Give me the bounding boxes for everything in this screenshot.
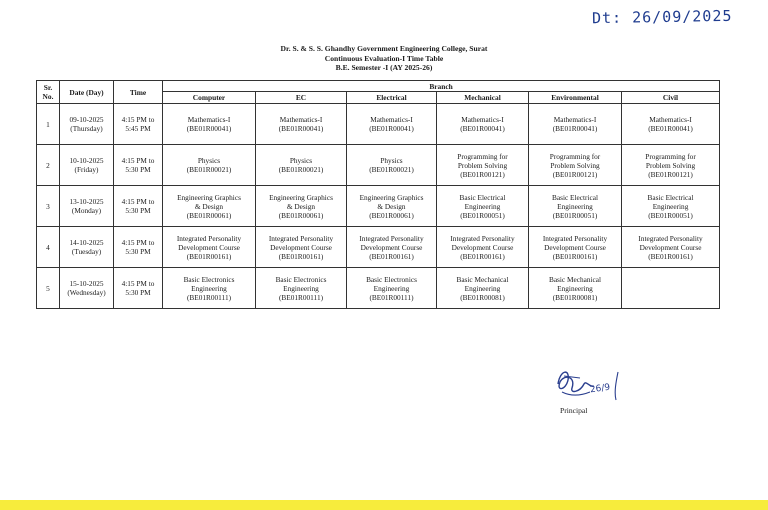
- header-branch: Branch: [163, 81, 720, 92]
- cell-line: Development Course: [360, 242, 423, 252]
- subject-cell: [256, 104, 347, 145]
- cell-line: (BE01R00121): [552, 169, 598, 179]
- cell-line: (BE01R00061): [369, 210, 414, 220]
- cell-line: Physics: [289, 156, 313, 165]
- cell-line: Engineering Graphics: [177, 192, 241, 202]
- cell-line: Physics: [197, 156, 221, 165]
- subject-cell: [437, 186, 529, 227]
- cell-line: Engineering: [557, 201, 593, 211]
- subject-cell: [256, 186, 347, 227]
- date-cell: [60, 268, 114, 309]
- cell-line: Development Course: [544, 242, 606, 252]
- cell-line: Engineering: [373, 283, 410, 293]
- subject-cell: [529, 227, 622, 268]
- header-branch-ec: EC: [256, 92, 347, 104]
- cell-line: (BE01R00061): [278, 210, 324, 220]
- cell-line: (BE01R00051): [460, 210, 505, 220]
- subject-cell: [256, 145, 347, 186]
- cell-line: Basic Electronics: [275, 274, 327, 284]
- bottom-bar: [0, 500, 768, 510]
- cell-line: 1: [46, 119, 50, 129]
- subject-cell: [163, 186, 256, 227]
- cell-line: 5:30 PM: [125, 288, 151, 297]
- table-row: [37, 186, 720, 227]
- cell-line: Problem Solving: [457, 160, 508, 170]
- cell-line: 5:30 PM: [125, 247, 151, 256]
- college-name: Dr. S. & S. S. Ghandhy Government Engineering College, Surat: [280, 44, 488, 53]
- cell-line: (BE01R00041): [369, 124, 414, 133]
- cell-line: 2: [46, 160, 50, 170]
- cell-line: Engineering Graphics: [269, 192, 333, 202]
- cell-line: Programming for: [645, 151, 696, 161]
- subject-cell: [347, 268, 437, 309]
- cell-line: Development Course: [639, 242, 702, 252]
- date-cell: [60, 104, 114, 145]
- sr-no-cell: [37, 104, 60, 145]
- cell-line: 5:45 PM: [125, 124, 151, 133]
- cell-line: Mathematics-I: [187, 115, 231, 124]
- subject-cell: [437, 227, 529, 268]
- subject-cell: [529, 104, 622, 145]
- cell-line: 4:15 PM to: [121, 156, 155, 165]
- cell-line: 4:15 PM to: [121, 279, 155, 288]
- cell-line: 4:15 PM to: [121, 115, 155, 124]
- header-branch-electrical: Electrical: [347, 92, 437, 104]
- header-branch-mechanical: Mechanical: [437, 92, 529, 104]
- cell-line: 5: [46, 283, 50, 293]
- subject-cell: [256, 227, 347, 268]
- exam-title: Continuous Evaluation-I Time Table: [324, 53, 444, 63]
- cell-line: (BE01R00111): [186, 292, 232, 302]
- table-row: [37, 145, 720, 186]
- cell-line: 10-10-2025: [69, 156, 104, 165]
- cell-line: Development Course: [270, 242, 332, 252]
- cell-line: & Design: [377, 201, 406, 211]
- cell-line: Integrated Personality: [450, 233, 515, 243]
- header-branch-civil: Civil: [622, 92, 720, 104]
- subject-cell: [347, 186, 437, 227]
- cell-line: & Design: [286, 201, 316, 211]
- cell-line: 5:30 PM: [125, 165, 151, 174]
- cell-line: (BE01R00161): [369, 251, 414, 261]
- cell-line: (Friday): [74, 165, 99, 174]
- sr-no-cell: [37, 145, 60, 186]
- subject-cell: [347, 227, 437, 268]
- cell-line: Physics: [380, 156, 403, 165]
- cell-line: (Tuesday): [71, 247, 102, 256]
- time-cell: [114, 104, 163, 145]
- cell-line: 5:30 PM: [125, 206, 151, 215]
- cell-line: (Thursday): [70, 124, 103, 133]
- subject-cell: [163, 145, 256, 186]
- cell-line: Basic Mechanical: [548, 274, 602, 284]
- cell-line: (BE01R00161): [278, 251, 324, 261]
- cell-line: 3: [46, 201, 50, 211]
- cell-line: Mathematics-I: [649, 115, 692, 124]
- subject-cell: [529, 268, 622, 309]
- cell-line: (Wednesday): [67, 288, 106, 297]
- cell-line: 4:15 PM to: [121, 197, 155, 206]
- subject-cell: [437, 268, 529, 309]
- cell-line: (BE01R00051): [552, 210, 598, 220]
- cell-line: Engineering: [652, 201, 689, 211]
- cell-line: Problem Solving: [645, 160, 696, 170]
- header-sr-no: Sr. No.: [37, 81, 60, 104]
- header-branch-environmental: Environmental: [529, 92, 622, 104]
- cell-line: Basic Electrical: [552, 192, 598, 202]
- cell-line: (BE01R00161): [648, 251, 693, 261]
- subject-cell: [622, 186, 720, 227]
- cell-line: Problem Solving: [550, 160, 600, 170]
- table-row: [37, 104, 720, 145]
- cell-line: 15-10-2025: [69, 279, 104, 288]
- cell-line: (BE01R00121): [460, 169, 505, 179]
- cell-line: 4:15 PM to: [121, 238, 155, 247]
- cell-line: (BE01R00081): [552, 292, 598, 302]
- time-cell: [114, 268, 163, 309]
- date-cell: [60, 227, 114, 268]
- subject-cell: [347, 145, 437, 186]
- principal-label: Principal: [560, 406, 588, 415]
- subject-cell: [347, 104, 437, 145]
- subject-cell: [163, 104, 256, 145]
- cell-line: (Monday): [71, 206, 102, 215]
- cell-line: (BE01R00041): [552, 124, 598, 133]
- subject-cell: [437, 145, 529, 186]
- cell-line: Development Course: [178, 242, 240, 252]
- cell-line: Engineering Graphics: [359, 192, 424, 202]
- cell-line: Integrated Personality: [268, 233, 334, 243]
- cell-line: Mathematics-I: [461, 115, 504, 124]
- timetable-body: [37, 104, 720, 309]
- subject-cell: [529, 186, 622, 227]
- cell-line: Basic Electronics: [183, 274, 235, 284]
- cell-line: (BE01R00161): [186, 251, 232, 261]
- cell-line: (BE01R00161): [552, 251, 598, 261]
- semester-line: B.E. Semester -I (AY 2025-26): [335, 63, 433, 72]
- cell-line: (BE01R00121): [648, 169, 693, 179]
- cell-line: 09-10-2025: [69, 115, 104, 124]
- cell-line: Programming for: [457, 151, 508, 161]
- sr-no-cell: [37, 186, 60, 227]
- cell-line: (BE01R00061): [186, 210, 232, 220]
- principal-signature: [550, 362, 640, 404]
- time-cell: [114, 186, 163, 227]
- header-time: Time: [114, 81, 163, 104]
- cell-line: (BE01R00041): [460, 124, 505, 133]
- subject-cell: [163, 268, 256, 309]
- cell-line: (BE01R00051): [648, 210, 693, 220]
- cell-line: Mathematics-I: [553, 115, 597, 124]
- table-row: [37, 227, 720, 268]
- table-row: [37, 268, 720, 309]
- subject-cell: [622, 268, 720, 309]
- cell-line: (BE01R00021): [186, 165, 232, 174]
- cell-line: Mathematics-I: [370, 115, 413, 124]
- cell-line: Integrated Personality: [638, 233, 703, 243]
- cell-line: Integrated Personality: [542, 233, 608, 243]
- document-header: [0, 44, 768, 73]
- handwritten-date: Dt: 26/09/2025: [591, 6, 733, 28]
- subject-cell: [622, 104, 720, 145]
- sr-no-cell: [37, 268, 60, 309]
- cell-line: Engineering: [557, 283, 593, 293]
- cell-line: Basic Electronics: [366, 274, 417, 284]
- subject-cell: [256, 268, 347, 309]
- timetable: [36, 80, 720, 309]
- cell-line: (BE01R00021): [278, 165, 324, 174]
- cell-line: (BE01R00041): [278, 124, 324, 133]
- cell-line: (BE01R00081): [460, 292, 505, 302]
- subject-cell: [163, 227, 256, 268]
- cell-line: Basic Mechanical: [456, 274, 509, 284]
- cell-line: Integrated Personality: [176, 233, 242, 243]
- cell-line: Basic Electrical: [459, 192, 506, 202]
- cell-line: (BE01R00021): [369, 165, 414, 174]
- cell-line: Engineering: [283, 283, 319, 293]
- cell-line: Mathematics-I: [279, 115, 323, 124]
- time-cell: [114, 227, 163, 268]
- date-cell: [60, 186, 114, 227]
- header-branch-computer: Computer: [163, 92, 256, 104]
- cell-line: (BE01R00161): [460, 251, 505, 261]
- cell-line: (BE01R00111): [369, 292, 414, 302]
- cell-line: Integrated Personality: [359, 233, 424, 243]
- cell-line: (BE01R00111): [278, 292, 324, 302]
- cell-line: Basic Electrical: [647, 192, 694, 202]
- signature-date-note: 26/9: [589, 382, 611, 396]
- cell-line: 13-10-2025: [69, 197, 104, 206]
- cell-line: Engineering: [191, 283, 227, 293]
- cell-line: (BE01R00041): [648, 124, 693, 133]
- header-date: Date (Day): [60, 81, 114, 104]
- cell-line: 4: [46, 242, 50, 252]
- date-cell: [60, 145, 114, 186]
- subject-cell: [437, 104, 529, 145]
- time-cell: [114, 145, 163, 186]
- subject-cell: [529, 145, 622, 186]
- cell-line: (BE01R00041): [186, 124, 232, 133]
- subject-cell: [622, 227, 720, 268]
- cell-line: 14-10-2025: [69, 238, 104, 247]
- cell-line: Development Course: [451, 242, 514, 252]
- subject-cell: [622, 145, 720, 186]
- cell-line: & Design: [194, 201, 224, 211]
- cell-line: Programming for: [549, 151, 601, 161]
- sr-no-cell: [37, 227, 60, 268]
- cell-line: Engineering: [464, 201, 501, 211]
- cell-line: Engineering: [464, 283, 501, 293]
